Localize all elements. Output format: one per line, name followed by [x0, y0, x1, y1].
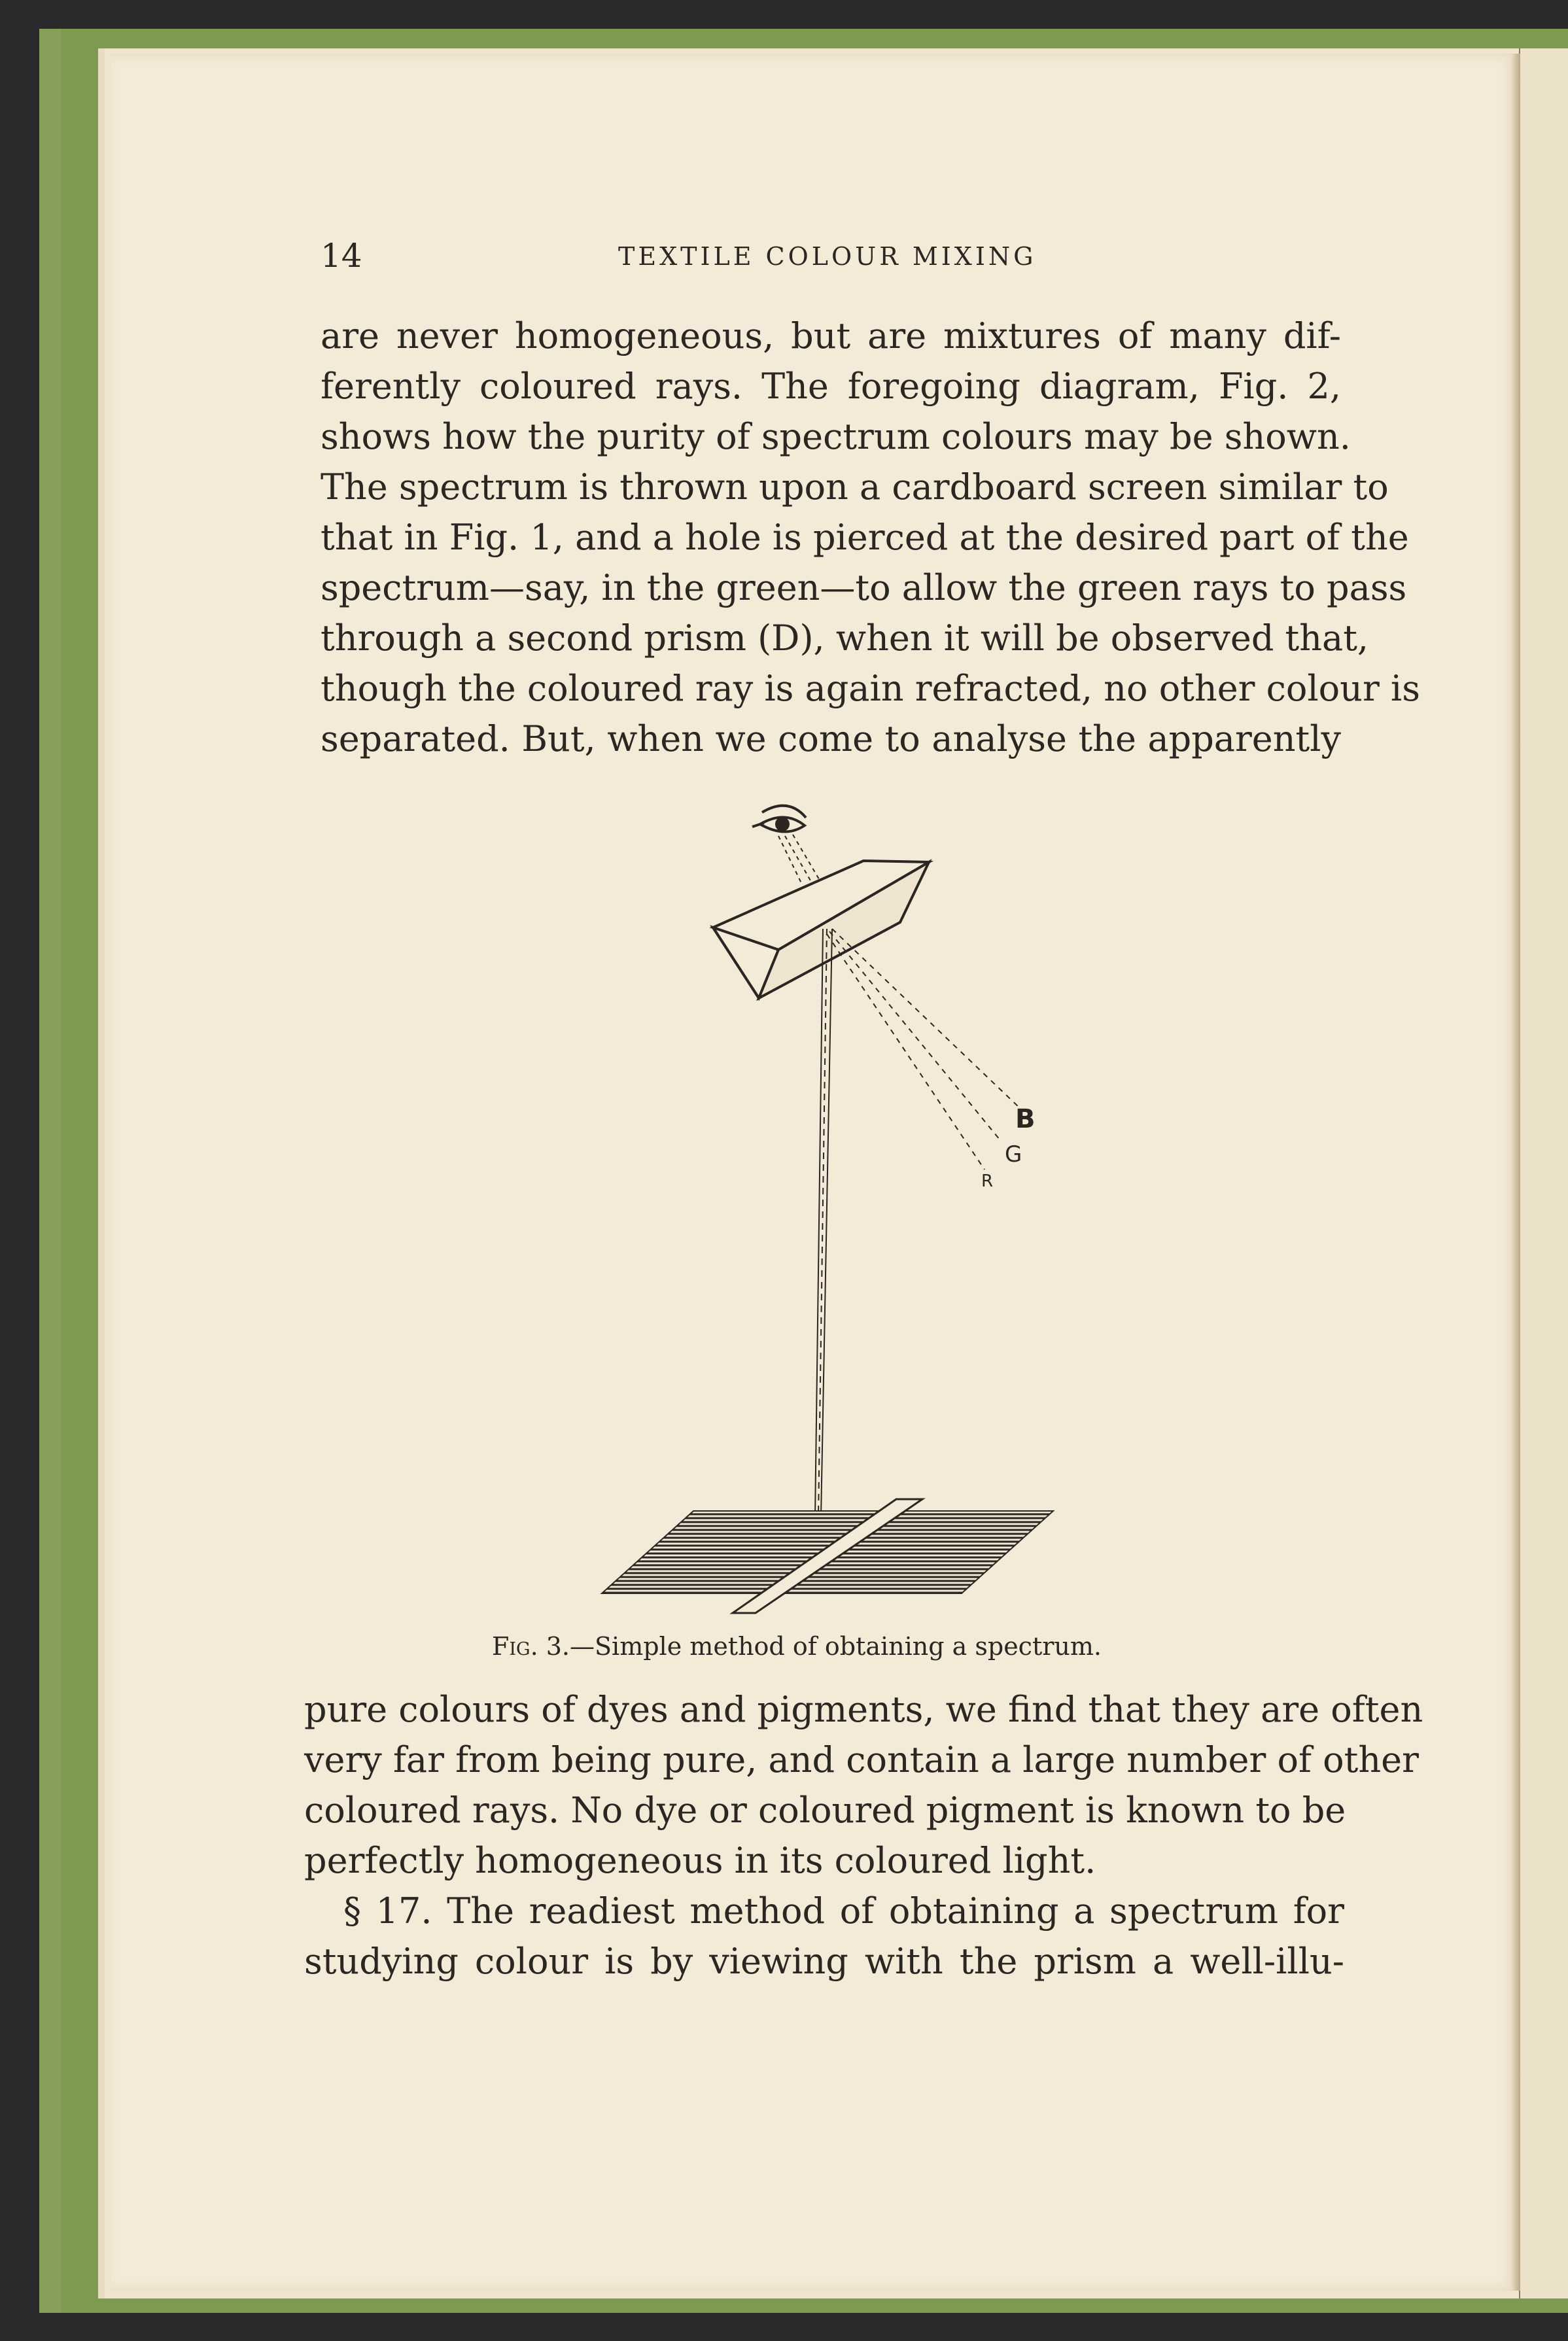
facing-page-edge: [1519, 48, 1568, 2298]
text-line: are never homogeneous, but are mixtures of many dif-: [321, 315, 1341, 356]
label-b: B: [1015, 1104, 1036, 1134]
page-gutter: [1511, 54, 1520, 2291]
prism-spectrum-figure: [589, 798, 1086, 1622]
caption-text: —Simple method of obtaining a spectrum.: [570, 1632, 1102, 1661]
book-cover-edge: [39, 29, 61, 2313]
running-title: TEXTILE COLOUR MIXING: [618, 242, 1037, 271]
text-line: coloured rays. No dye or coloured pigment is known to be: [304, 1790, 1346, 1831]
paragraph-main: [304, 1684, 1423, 1986]
text-line: very far from being pure, and contain a large number of other: [304, 1739, 1419, 1780]
text-line: though the coloured ray is again refracted, no other colour is: [321, 668, 1420, 709]
text-line: that in Fig. 1, and a hole is pierced at the desired part of the: [321, 517, 1409, 558]
text-line: pure colours of dyes and pigments, we find that they are often: [304, 1689, 1423, 1730]
caption-prefix: Fig. 3.: [492, 1632, 570, 1661]
text-line: ferently coloured rays. The foregoing diagram, Fig. 2,: [321, 366, 1341, 407]
text-line: through a second prism (D), when it will be observed that,: [321, 617, 1369, 659]
label-r: R: [981, 1171, 994, 1191]
label-g: G: [1005, 1141, 1022, 1168]
text-line: spectrum—say, in the green—to allow the green rays to pass: [321, 567, 1407, 608]
page-number: 14: [321, 237, 362, 275]
figure-caption: [492, 1632, 1102, 1661]
text-line: perfectly homogeneous in its coloured light.: [304, 1840, 1096, 1881]
text-line: § 17. The readiest method of obtaining a spectrum for: [343, 1890, 1344, 1932]
paragraph-continuation: [321, 311, 1420, 764]
text-line: The spectrum is thrown upon a cardboard screen similar to: [321, 466, 1389, 508]
text-line: separated. But, when we come to analyse the apparently: [321, 718, 1341, 759]
eye-icon: [752, 806, 806, 832]
text-line: shows how the purity of spectrum colours may be shown.: [321, 416, 1351, 457]
text-line: studying colour is by viewing with the prism a well-illu-: [304, 1941, 1344, 1982]
prism: [713, 861, 929, 998]
page-header: [321, 237, 1328, 283]
